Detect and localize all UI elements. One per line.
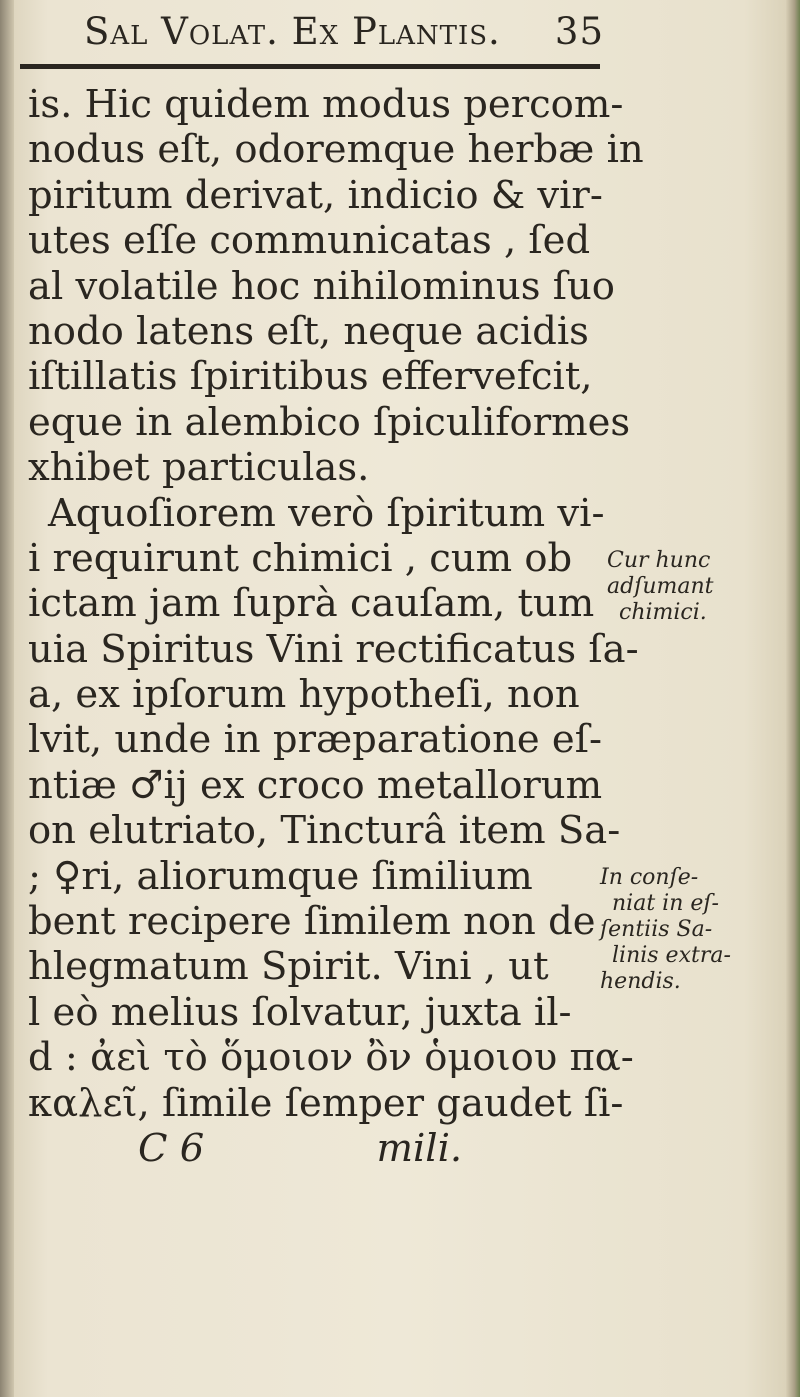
footer-line — [28, 1126, 603, 1171]
text-line: xhibet particulas. — [28, 445, 370, 491]
text-line: ntiæ ♂ij ex croco metallorum — [28, 762, 603, 808]
text-line: uia Spiritus Vini rectificatus ſa- — [28, 626, 639, 672]
text-line: ictam jam ſuprà cauſam, tum — [28, 581, 595, 627]
margin-note-line: In conſe- — [600, 865, 699, 890]
text-line: Aquoſiorem verò ſpiritum vi- — [48, 490, 605, 536]
running-title: Sal Volat. Ex Plantis. — [84, 10, 501, 53]
margin-note-2 — [600, 865, 795, 995]
page-number: 35 — [554, 10, 604, 53]
text-line: l eò melius ſolvatur, juxta il- — [28, 989, 572, 1035]
text-line: bent recipere ſimilem non de — [28, 899, 596, 945]
page-edge — [786, 0, 800, 1397]
margin-note-line: hendis. — [600, 969, 681, 994]
text-line: nodo latens eſt, neque acidis — [28, 308, 589, 354]
book-gutter — [0, 0, 14, 1397]
text-line: a, ex ipſorum hypotheſi, non — [28, 672, 580, 718]
margin-note-1 — [607, 548, 792, 626]
text-line: on elutriato, Tincturâ item Sa- — [28, 808, 621, 854]
text-line: καλεῖ, ſimile ſemper gaudet ſi- — [28, 1080, 624, 1126]
text-line: ; ♀ri, aliorumque ſimilium — [28, 853, 533, 899]
text-line: hlegmatum Spirit. Vini , ut — [28, 944, 549, 990]
text-line: utes eſſe communicatas , ſed — [28, 218, 591, 264]
text-line: is. Hic quidem modus percom- — [28, 82, 624, 127]
text-line: al volatile hoc nihilominus ſuo — [28, 263, 615, 309]
catchword: mili. — [376, 1125, 463, 1171]
running-header — [84, 10, 604, 54]
margin-note-line: ſentiis Sa- — [600, 917, 713, 942]
text-line: d : ἀεὶ τὸ ὅμοιον ὂν ὁμοιου πα- — [28, 1035, 634, 1081]
text-line: piritum derivat, indicio & vir- — [28, 172, 603, 218]
signature-mark: C 6 — [138, 1125, 205, 1171]
text-line: eque in alembico ſpiculiformes — [28, 399, 631, 445]
text-line: lvit, unde in præparatione eſ- — [28, 717, 602, 763]
margin-note-line: linis extra- — [612, 943, 731, 968]
margin-note-line: chimici. — [619, 600, 707, 625]
header-rule — [20, 64, 600, 69]
margin-note-line: niat in eſ- — [612, 891, 719, 916]
text-line: iſtillatis ſpiritibus effervefcit, — [28, 354, 593, 400]
margin-note-line: adſumant — [607, 574, 714, 599]
text-line: i requirunt chimici , cum ob — [28, 535, 573, 581]
margin-note-line: Cur hunc — [607, 548, 711, 573]
text-line: nodus eſt, odoremque herbæ in — [28, 127, 644, 173]
